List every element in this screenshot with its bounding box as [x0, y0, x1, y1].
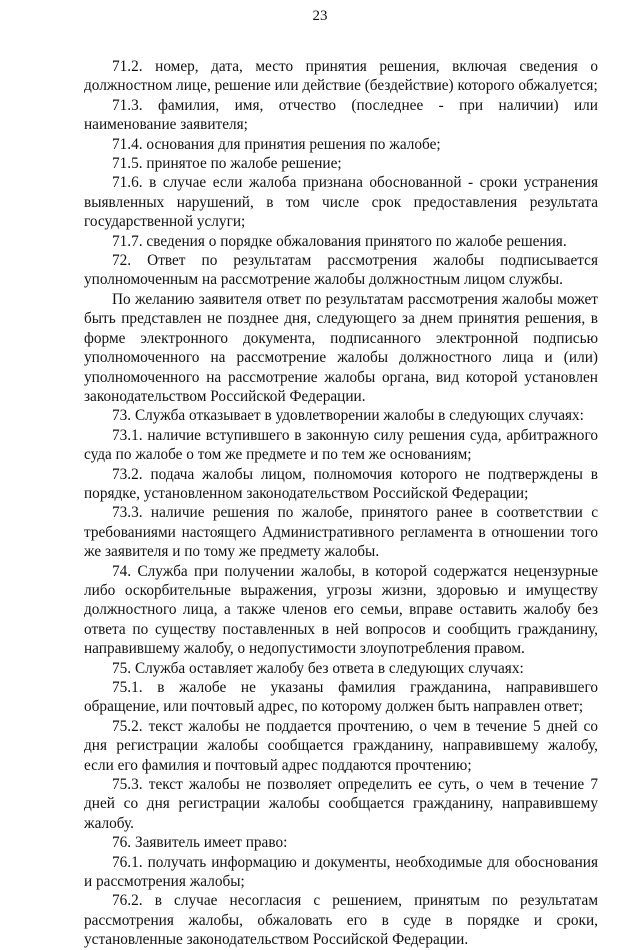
paragraph-71-2: 71.2. номер, дата, место принятия решения, включая сведения о должностном лице, решение или действие (бездействие) которого обжалуется;	[84, 58, 598, 95]
paragraph-75-1: 75.1. в жалобе не указаны фамилия гражданина, направившего обращение, или почтовый адрес, по которому должен быть направлен ответ;	[84, 679, 598, 716]
paragraph-76: 76. Заявитель имеет право:	[112, 834, 288, 852]
paragraph-72: 72. Ответ по результатам рассмотрения жалобы подписывается уполномоченным на рассмотрение жалобы должностным лицом службы.	[84, 252, 598, 289]
paragraph-73-1: 73.1. наличие вступившего в законную силу решения суда, арбитражного суда по жалобе о том же предмете и по тем же основаниям;	[84, 426, 598, 464]
paragraph-71-3: 71.3. фамилия, имя, отчество (последнее - при наличии) или наименование заявителя;	[84, 96, 598, 134]
paragraph-74: 74. Служба при получении жалобы, в которой содержатся нецензурные либо оскорбительные выражения, угрозы жизни, здоровью и имуществу должностного лица, а также членов его семьи, вправе оставить жалобу без ответа по существу поставленных в ней вопросов и сообщить гражданину, направившему жалобу, о недопустимости злоупотребления правом.	[84, 562, 598, 658]
paragraph-75-3: 75.3. текст жалобы не позволяет определить ее суть, о чем в течение 7 дней со дня регистрации жалобы сообщается гражданину, направившему жалобу.	[84, 776, 598, 832]
paragraph-71-6: 71.6. в случае если жалоба признана обоснованной - сроки устранения выявленных нарушений, в том числе срок предоставления результата государственной услуги;	[84, 174, 598, 231]
paragraph-76-2: 76.2. в случае несогласия с решением, принятым по результатам рассмотрения жалобы, обжаловать его в суде в порядке и сроки, установленные законодательством Российской Федерации.	[84, 892, 598, 949]
paragraph-75-2: 75.2. текст жалобы не поддается прочтению, о чем в течение 5 дней со дня регистрации жалобы сообщается гражданину, направившему жалобу, если его фамилия и почтовый адрес поддаются прочтению;	[84, 717, 598, 774]
paragraph-72-electronic-response: По желанию заявителя ответ по результатам рассмотрения жалобы может быть представлен не позднее дня, следующего за днем принятия решения, в форме электронного документа, подписанного электронной подписью уполномоченного на рассмотрение жалобы должностного лица и (или) уполномоченного на рассмотрение жалобы органа, вид которой установлен законодательством Российской Федерации.	[84, 290, 598, 405]
paragraph-71-4: 71.4. основания для принятия решения по жалобе;	[112, 135, 441, 153]
document-body	[84, 57, 598, 950]
paragraph-76-1: 76.1. получать информацию и документы, необходимые для обоснования и рассмотрения жалобы;	[84, 853, 598, 891]
page-number: 23	[312, 8, 328, 24]
paragraph-73: 73. Служба отказывает в удовлетворении жалобы в следующих случаях:	[112, 407, 584, 425]
paragraph-73-2: 73.2. подача жалобы лицом, полномочия которого не подтверждены в порядке, установленном законодательством Российской Федерации;	[84, 465, 598, 502]
paragraph-73-3: 73.3. наличие решения по жалобе, принятого ранее в соответствии с требованиями настоящего Административного регламента в отношении того же заявителя и по тому же предмету жалобы.	[84, 504, 598, 561]
paragraph-75: 75. Служба оставляет жалобу без ответа в следующих случаях:	[112, 659, 524, 677]
paragraph-71-7: 71.7. сведения о порядке обжалования принятого по жалобе решения.	[112, 232, 567, 250]
paragraph-71-5: 71.5. принятое по жалобе решение;	[112, 155, 342, 173]
